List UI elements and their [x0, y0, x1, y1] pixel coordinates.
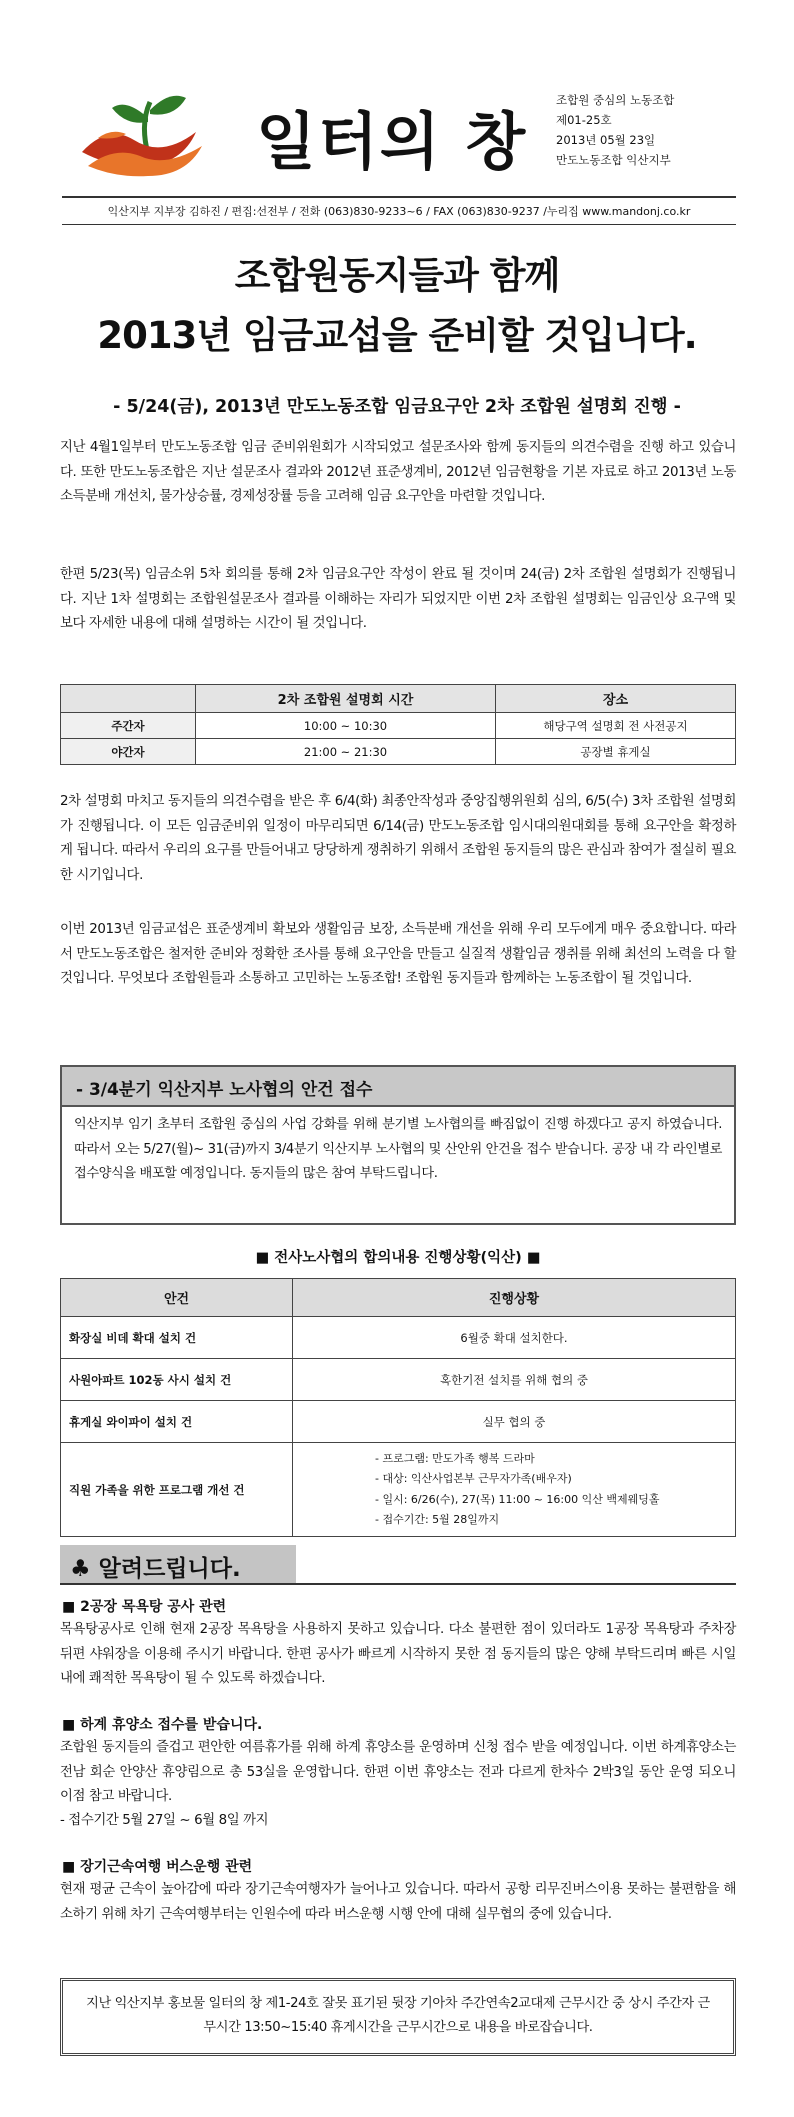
progress-item: 직원 가족을 위한 프로그램 개선 건 — [61, 1443, 293, 1537]
meta-date: 2013년 05월 23일 — [556, 133, 656, 147]
agenda-box-title: - 3/4분기 익산지부 노사협의 안건 접수 — [62, 1067, 734, 1107]
schedule-shift: 야간자 — [61, 739, 196, 765]
schedule-time: 21:00 ~ 21:30 — [196, 739, 496, 765]
table-row — [61, 713, 736, 739]
progress-table — [60, 1278, 736, 1537]
masthead — [68, 62, 728, 180]
subheadline: - 5/24(금), 2013년 만도노동조합 임금요구안 2차 조합원 설명회 진행 - — [113, 397, 681, 417]
program-details-list — [293, 1449, 735, 1531]
progress-item: 사원아파트 102동 사시 설치 건 — [61, 1359, 293, 1401]
table-row — [61, 1317, 736, 1359]
list-item: - 프로그램: 만도가족 행복 드라마 — [375, 1451, 535, 1465]
list-item: - 접수기간: 5월 28일까지 — [375, 1513, 500, 1526]
schedule-table — [60, 684, 736, 765]
progress-header-item: 안건 — [61, 1279, 293, 1317]
table-row — [61, 1359, 736, 1401]
notice-item-body: 현재 평균 근속이 높아감에 따라 장기근속여행자가 늘어나고 있습니다. 따라서 공항 리무진버스이용 못하는 불편함을 해소하기 위해 차기 근속여행부터는 인원수에 따라 버스운행 시행 안에 대해 실무협의 중에 있습니다. — [60, 1882, 736, 1922]
progress-item: 휴게실 와이파이 설치 건 — [61, 1401, 293, 1443]
table-row — [61, 1401, 736, 1443]
contact-bar: 익산지부 지부장 김하진 / 편집:선전부 / 전화 (063)830-9233~6 / FAX (063)830-9237 /누리집 www.mandonj.co.kr — [62, 196, 736, 225]
schedule-place: 해당구역 설명회 전 사전공지 — [496, 713, 736, 739]
list-item: - 일시: 6/26(수), 27(목) 11:00 ~ 16:00 익산 백제웨딩홀 — [375, 1492, 660, 1506]
meta-slogan: 조합원 중심의 노동조합 — [556, 93, 675, 107]
paragraph-3: 2차 설명회 마치고 동지들의 의견수렴을 받은 후 6/4(화) 최종안작성과 중앙집행위원회 심의, 6/5(수) 3차 조합원 설명회가 진행됩니다. 이 모든 임금준비위 일정이 마무리되면 6/14(금) 만도노동조합 임시대의원대회를 통해 요구안을 확정하게 됩니다. 따라서 우리의 요구를 만들어내고 당당하게 쟁취하기 위해서 조합원 동지들의 많은 관심과 참여가 절실히 필요한 시기입니다. — [60, 794, 736, 883]
agenda-box-body: 익산지부 임기 초부터 조합원 중심의 사업 강화를 위해 분기별 노사협의를 빠짐없이 진행 하겠다고 공지 하였습니다. 따라서 오는 5/27(월)~ 31(금)까지 3/4분기 익산지부 노사협의 및 산안위 안건을 접수 받습니다. 공장 내 각 라인별로 접수양식을 배포할 예정입니다. 동지들의 많은 참여 부탁드립니다. — [74, 1117, 722, 1181]
table-row — [61, 1443, 736, 1537]
paragraph-1: 지난 4월1일부터 만도노동조합 임금 준비위원회가 시작되었고 설문조사와 함께 동지들의 의견수렴을 진행 하고 있습니다. 또한 만도노동조합은 지난 설문조사 결과와 2012년 표준생계비, 2012년 임금현황을 기본 자료로 하고 2013년 노동소득분배 개선치, 물가상승률, 경제성장률 등을 고려해 임금 요구안을 마련할 것입니다. — [60, 440, 736, 504]
notice-item-title: ■ 하계 휴양소 접수를 받습니다. — [62, 1717, 263, 1733]
headline-line2: 2013년 임금교섭을 준비할 것입니다. — [97, 314, 697, 357]
progress-status: 6월중 확대 설치한다. — [293, 1317, 736, 1359]
schedule-shift: 주간자 — [61, 713, 196, 739]
correction-notice: 지난 익산지부 홍보물 일터의 창 제1-24호 잘못 표기된 뒷장 기아차 주간연속2교대제 근무시간 중 상시 주간자 근무시간 13:50~15:40 휴게시간을 근무시간으로 내용을 바로잡습니다. — [60, 1978, 736, 2056]
progress-item: 화장실 비데 확대 설치 건 — [61, 1317, 293, 1359]
progress-status — [293, 1443, 736, 1537]
meta-issue: 제01-25호 — [556, 113, 612, 127]
club-icon: ♣ — [70, 1556, 91, 1582]
meta-publisher: 만도노동조합 익산지부 — [556, 153, 671, 167]
schedule-header-row — [61, 685, 736, 713]
notice-item-body: 목욕탕공사로 인해 현재 2공장 목욕탕을 사용하지 못하고 있습니다. 다소 불편한 점이 있더라도 1공장 목욕탕과 주차장 뒤편 샤워장을 이용해 주시기 바랍니다. 한편 공사가 빠르게 시작하지 못한 점 동지들의 많은 양해 부탁드리며 빠른 시일 내에 쾌적한 목욕탕이 될 수 있도록 하겠습니다. — [60, 1622, 736, 1686]
headline-line1: 조합원동지들과 함께 — [234, 254, 560, 297]
agenda-submission-box — [60, 1065, 736, 1225]
progress-status: 실무 협의 중 — [293, 1401, 736, 1443]
list-item: - 대상: 익산사업본부 근무자가족(배우자) — [375, 1472, 572, 1485]
paragraph-4: 이번 2013년 임금교섭은 표준생계비 확보와 생활임금 보장, 소득분배 개선을 위해 우리 모두에게 매우 중요합니다. 따라서 만도노동조합은 철저한 준비와 정확한 조사를 통해 요구안을 만들고 실질적 생활임금 쟁취를 위해 최선의 노력을 다 할 것입니다. 무엇보다 조합원들과 소통하고 고민하는 노동조합! 조합원 동지들과 함께하는 노동조합이 될 것입니다. — [60, 922, 736, 986]
notice-header — [60, 1545, 736, 1585]
notice-tab — [60, 1545, 296, 1583]
schedule-header-place: 장소 — [496, 685, 736, 713]
paper-title: 일터의 창 — [256, 105, 528, 178]
schedule-header-time: 2차 조합원 설명회 시간 — [196, 685, 496, 713]
schedule-time: 10:00 ~ 10:30 — [196, 713, 496, 739]
schedule-header-blank — [61, 685, 196, 713]
table-row — [61, 739, 736, 765]
progress-header-row — [61, 1279, 736, 1317]
notice-item-title: ■ 2공장 목욕탕 공사 관련 — [62, 1599, 227, 1615]
notice-item-title: ■ 장기근속여행 버스운행 관련 — [62, 1859, 253, 1875]
notice-item-extra: - 접수기간 5월 27일 ~ 6월 8일 까지 — [60, 1813, 269, 1828]
progress-header-status: 진행상황 — [293, 1279, 736, 1317]
notice-title: 알려드립니다. — [98, 1556, 241, 1582]
issue-meta — [556, 90, 726, 170]
schedule-place: 공장별 휴게실 — [496, 739, 736, 765]
union-logo — [78, 84, 218, 180]
paragraph-2: 한편 5/23(목) 임금소위 5차 회의를 통해 2차 임금요구안 작성이 완료 될 것이며 24(금) 2차 조합원 설명회가 진행됩니다. 지난 1차 설명회는 조합원설문조사 결과를 이해하는 자리가 되었지만 이번 2차 조합원 설명회는 임금인상 요구액 및 보다 자세한 내용에 대해 설명하는 시간이 될 것입니다. — [60, 567, 736, 631]
notice-item-body: 조합원 동지들의 즐겁고 편안한 여름휴가를 위해 하계 휴양소를 운영하며 신청 접수 받을 예정입니다. 이번 하계휴양소는 전남 회순 안양산 휴양림으로 총 53실을 운영합니다. 한편 이번 휴양소는 전과 다르게 한차수 2박3일 동안 운영 되오니 이점 참고 바랍니다. — [60, 1740, 736, 1804]
progress-section-title: ■ 전사노사협의 합의내용 진행상황(익산) ■ — [255, 1250, 541, 1266]
progress-status: 혹한기전 설치를 위해 협의 중 — [293, 1359, 736, 1401]
